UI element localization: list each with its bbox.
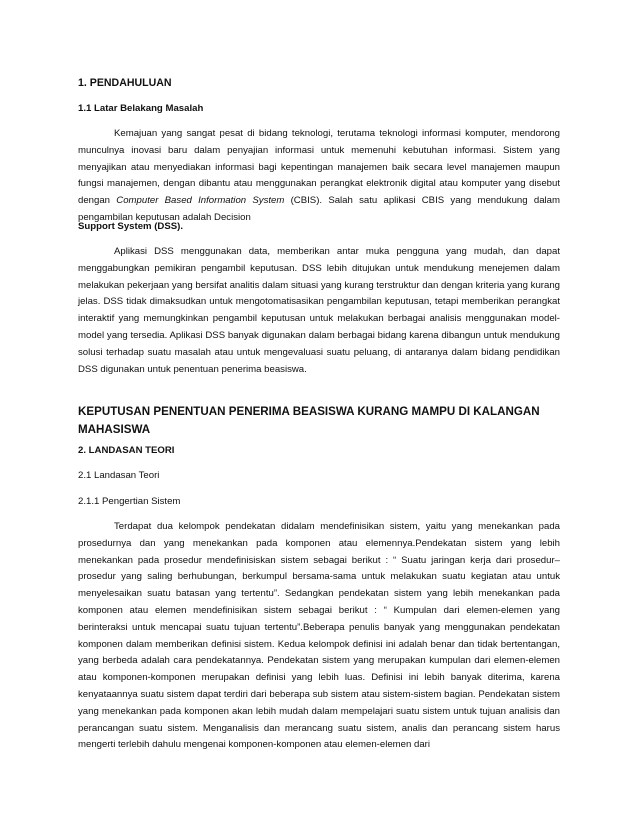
italic-term-cbis: Computer Based Information System [116, 195, 285, 207]
dss-heading: Support System (DSS). [78, 221, 184, 232]
paragraph-text: Kemajuan yang sangat pesat di bidang teknologi, terutama teknologi informasi komputer, mendorong munculnya inovasi baru dalam penyajian informasi untuk memenuhi kebutuhan informasi. Sistem yang menyajikan atau menyediakan informasi bagi kepentingan manajemen baik secara level manajemen maupun fungsi manajemen, dengan dibantu atau menggunakan perangkat elektronik digital atau komputer yang disebut dengan [78, 128, 560, 207]
paragraph-pengertian-sistem: Terdapat dua kelompok pendekatan didalam mendefinisikan sistem, yaitu yang menekankan pada prosedurnya dan yang menekankan pada komponen atau elemennya.Pendekatan sistem yang lebih menekankan pada prosedur mendefinisiskan sistem sebagai berikut : “ Suatu jaringan kerja dari prosedur–prosedur yang saling berhubungan, berkumpul bersama-sama untuk melakukan suatu kegiatan atau untuk menyelesaikan suatu batasan yang tertentu”. Sedangkan pendekatan sistem yang lebih menekankan pada komponen atau elemen mendefinisikan sistem sebagai berikut : “ Kumpulan dari elemen-elemen yang berinteraksi untuk mencapai suatu tujuan tertentu”.Beberapa penulis banyak yang menggunakan pendekatan komponen dalam memberikan definisi sistem. Kedua kelompok definisi ini adalah benar dan tidak bertentangan, yang berbeda adalah cara pendekatannya. Pendekatan sistem yang merupakan kumpulan dari elemen-elemen atau komponen-komponen merupakan definisi yang lebih luas. Definisi ini lebih banyak diterima, karena kenyataannya suatu sistem dapat terdiri dari beberapa sub sistem atau sistem-sistem bagian. Pendekatan sistem yang menekankan pada komponen akan lebih mudah dalam mempelajari suatu sistem untuk tujuan analisis dan perancangan suatu sistem. Menganalisis dan merancang suatu sistem, analis dan perancang sistem harus mengerti terlebih dahulu mengenai komponen-komponen atau elemen-elemen dari [78, 521, 560, 751]
subsection-heading-landasan-teori: 2.1 Landasan Teori [78, 470, 160, 481]
paragraph-text-cont: (CBIS). Salah satu aplikasi CBIS yang mendukung dalam pengambilan keputusan adalah Decision [78, 195, 560, 223]
paragraph-latar-belakang [78, 126, 560, 227]
section-heading-landasan-teori: 2. LANDASAN TEORI [78, 445, 175, 456]
document-main-title: KEPUTUSAN PENENTUAN PENERIMA BEASISWA KURANG MAMPU DI KALANGAN MAHASISWA [78, 405, 540, 436]
section-heading-pendahuluan: 1. PENDAHULUAN [78, 77, 172, 89]
paragraph-dss: Aplikasi DSS menggunakan data, memberikan antar muka pengguna yang mudah, dan dapat menggabungkan pemikiran pengambil keputusan. DSS lebih ditujukan untuk mendukung menejemen dalam melakukan pekerjaan yang bersifat analitis dalam situasi yang kurang terstruktur dan dengan kriteria yang kurang jelas. DSS tidak dimaksudkan untuk mengotomatisasikan pengambilan keputusan, tetapi memberikan perangkat interaktif yang memungkinkan pengambil keputusan untuk melakukan berbagai analisis menggunakan model- model yang tersedia. Aplikasi DSS banyak digunakan dalam berbagai bidang karena dibangun untuk mendukung solusi terhadap suatu masalah atau untuk mengevaluasi suatu peluang, di antaranya dalam bidang pendidikan DSS digunakan untuk penentuan penerima beasiswa. [78, 246, 560, 375]
subsection-heading-latar-belakang: 1.1 Latar Belakang Masalah [78, 103, 204, 114]
subsubsection-heading-pengertian-sistem: 2.1.1 Pengertian Sistem [78, 496, 181, 507]
